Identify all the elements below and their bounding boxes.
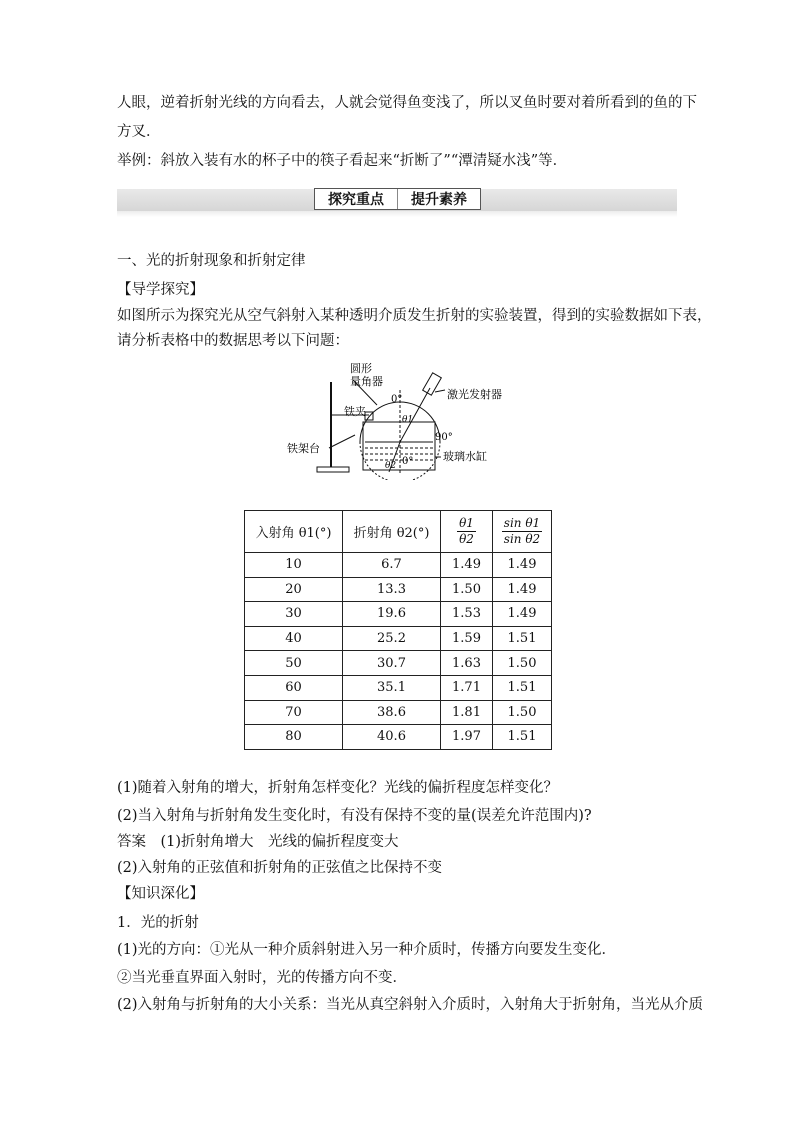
header-angle-ratio: $\frac{\theta 1}{\theta 2}$ — [441, 511, 493, 553]
label-angle-0-bottom: 0° — [402, 456, 414, 467]
table-cell: 1.53 — [441, 602, 493, 627]
section-banner — [314, 188, 481, 210]
section-title: 一、光的折射现象和折射定律 — [117, 253, 306, 269]
experiment-figure — [285, 360, 515, 480]
table-row — [245, 651, 552, 676]
table-cell: 1.49 — [493, 602, 552, 627]
table-row — [245, 700, 552, 725]
label-stand: 铁架台 — [287, 442, 320, 455]
paragraph-line: 请分析表格中的数据思考以下问题： — [117, 333, 349, 349]
table-cell: 35.1 — [343, 675, 441, 700]
table-cell: 1.50 — [493, 651, 552, 676]
table-cell: 1.49 — [493, 553, 552, 578]
label-laser: 激光发射器 — [447, 388, 502, 401]
table-cell: 1.63 — [441, 651, 493, 676]
table-cell: 60 — [245, 675, 343, 700]
label-theta1: θ1 — [402, 415, 414, 425]
table-row — [245, 602, 552, 627]
header-incidence-angle: 入射角 θ1(°) — [245, 511, 343, 553]
table-cell: 30.7 — [343, 651, 441, 676]
table-cell: 1.51 — [493, 725, 552, 750]
knowledge-label: 【知识深化】 — [117, 886, 204, 902]
data-table — [244, 510, 552, 750]
table-cell: 20 — [245, 577, 343, 602]
table-cell: 40.6 — [343, 725, 441, 750]
knowledge-item: (1)光的方向：①光从一种介质斜射进入另一种介质时，传播方向要发生变化． — [117, 942, 617, 958]
table-cell: 1.50 — [493, 700, 552, 725]
knowledge-item: ②当光垂直界面入射时，光的传播方向不变． — [117, 970, 407, 986]
table-cell: 50 — [245, 651, 343, 676]
label-clamp: 铁夹 — [344, 405, 366, 418]
label-protractor: 量角器 — [350, 375, 383, 388]
label-angle-0-top: 0° — [391, 394, 403, 405]
table-cell: 70 — [245, 700, 343, 725]
table-row — [245, 553, 552, 578]
table-cell: 1.97 — [441, 725, 493, 750]
table-cell: 10 — [245, 553, 343, 578]
paragraph-line: 人眼，逆着折射光线的方向看去，人就会觉得鱼变浅了，所以叉鱼时要对着所看到的鱼的下 — [117, 95, 697, 111]
table-cell: 1.50 — [441, 577, 493, 602]
table-row — [245, 725, 552, 750]
table-cell: 38.6 — [343, 700, 441, 725]
table-cell: 13.3 — [343, 577, 441, 602]
paragraph-line: 方叉． — [117, 124, 161, 140]
table-cell: 1.49 — [441, 553, 493, 578]
table-cell: 1.49 — [493, 577, 552, 602]
table-cell: 25.2 — [343, 626, 441, 651]
table-cell: 40 — [245, 626, 343, 651]
paragraph-line: 举例：斜放入装有水的杯子中的筷子看起来“折断了”“潭清疑水浅”等． — [117, 153, 568, 169]
table-cell: 1.71 — [441, 675, 493, 700]
question-1: (1)随着入射角的增大，折射角怎样变化？光线的偏折程度怎样变化？ — [117, 780, 559, 796]
table-cell: 1.51 — [493, 626, 552, 651]
table-cell: 1.81 — [441, 700, 493, 725]
table-cell: 30 — [245, 602, 343, 627]
label-angle-90: 90° — [435, 432, 453, 443]
knowledge-item: (2)入射角与折射角的大小关系：当光从真空斜射入介质时，入射角大于折射角，当光从介质 — [117, 997, 704, 1013]
label-tank: 玻璃水缸 — [443, 450, 487, 463]
table-row — [245, 577, 552, 602]
header-refraction-angle: 折射角 θ2(°) — [343, 511, 441, 553]
answer-2: (2)入射角的正弦值和折射角的正弦值之比保持不变 — [117, 860, 443, 876]
knowledge-item: 1．光的折射 — [117, 915, 199, 931]
table-cell: 80 — [245, 725, 343, 750]
guide-label: 【导学探究】 — [117, 282, 204, 298]
table-cell: 1.51 — [493, 675, 552, 700]
banner-left-label: 探究重点 — [328, 192, 384, 208]
table-cell: 1.59 — [441, 626, 493, 651]
table-row — [245, 675, 552, 700]
table-cell: 6.7 — [343, 553, 441, 578]
header-sine-ratio: $\frac{\text{sin θ1}}{\text{sin θ2}}$ — [493, 511, 552, 553]
question-2: (2)当入射角与折射角发生变化时，有没有保持不变的量(误差允许范围内)? — [117, 808, 592, 824]
banner-right-label: 提升素养 — [397, 189, 480, 209]
label-protractor: 圆形 — [350, 362, 372, 375]
paragraph-line: 如图所示为探究光从空气斜射入某种透明介质发生折射的实验装置，得到的实验数据如下表， — [117, 308, 712, 324]
table-cell: 19.6 — [343, 602, 441, 627]
table-row — [245, 626, 552, 651]
label-theta2: θ2 — [385, 461, 397, 471]
answer-1: 答案 (1)折射角增大 光线的偏折程度变大 — [117, 834, 399, 850]
